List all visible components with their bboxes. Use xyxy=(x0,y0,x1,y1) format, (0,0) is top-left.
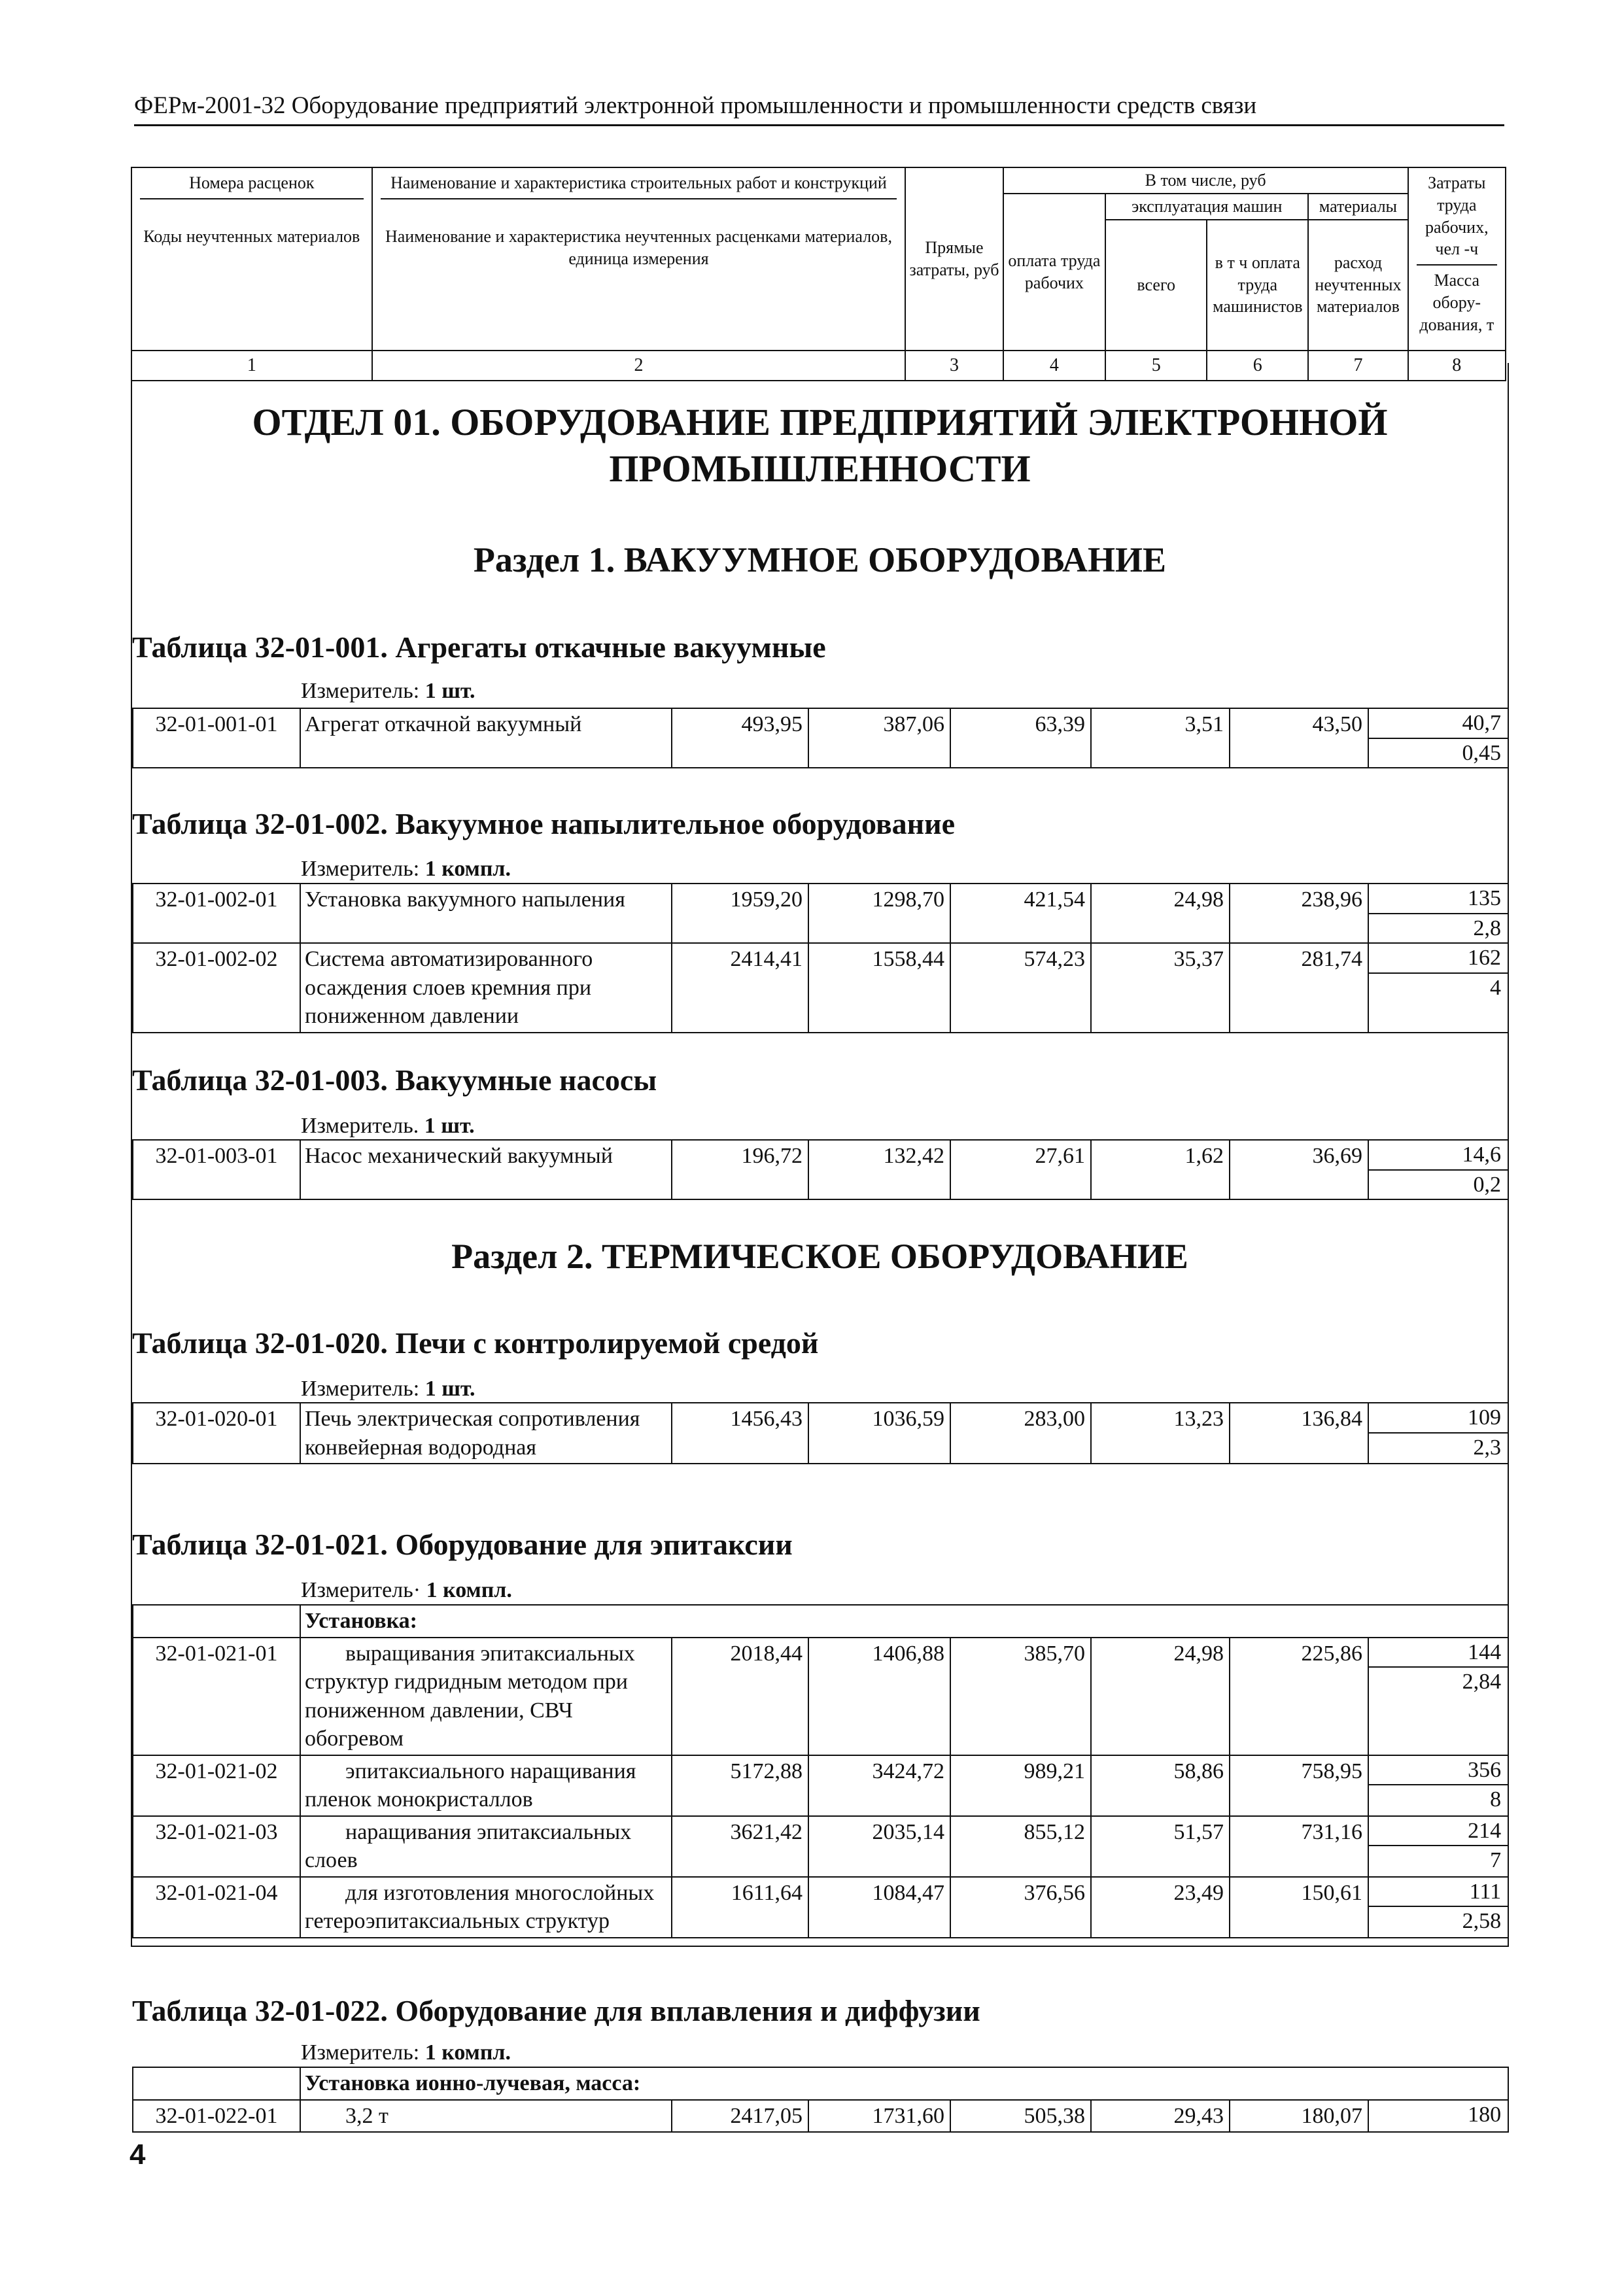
table-row: 32-01-021-02 эпитаксиального наращивания пленок монокристаллов 5172,88 3424,72 989,21 58,86 758,95 356 8 xyxy=(133,1755,1508,1816)
col-number: 6 xyxy=(1207,351,1308,381)
document-body xyxy=(131,363,1509,2128)
header-col2: Наименование и характеристика строительных работ и конструкций Наименование и характеристика неучтенных расценками материалов, единица измерения xyxy=(372,167,906,351)
rates-table xyxy=(132,1604,1509,1938)
col-number: 1 xyxy=(131,351,372,381)
running-head-rule xyxy=(134,124,1504,126)
header-col8: Затраты труда рабочих, чел -ч Масса обору-дования, т xyxy=(1408,167,1506,351)
table-subheader-row: Установка: xyxy=(133,1605,1508,1638)
rates-table xyxy=(132,1402,1509,1464)
col-number: 7 xyxy=(1308,351,1408,381)
rates-table xyxy=(132,883,1509,1033)
header-machines: эксплуатация машин xyxy=(1105,194,1308,220)
table-row: 32-01-020-01 Печь электрическая сопротивления конвейерная водородная 1456,43 1036,59 283,00 13,23 136,84 109 2,3 xyxy=(133,1403,1508,1464)
rates-table xyxy=(132,708,1509,768)
measure-unit: Измеритель. 1 шт. xyxy=(301,1114,475,1138)
col-number: 4 xyxy=(1003,351,1106,381)
page-number: 4 xyxy=(130,2139,146,2171)
header-col6: в т ч оплата труда машинистов xyxy=(1207,220,1308,351)
measure-unit: Измеритель: 1 шт. xyxy=(301,679,475,703)
table-title: Таблица 32-01-022. Оборудование для вплавления и диффузии xyxy=(132,1994,980,2027)
col-number: 5 xyxy=(1105,351,1207,381)
table-row: 32-01-002-02 Система автоматизированного осаждения слоев кремния при пониженном давлении 2414,41 1558,44 574,23 35,37 281,74 162 4 xyxy=(133,943,1508,1033)
measure-unit: Измеритель: 1 компл. xyxy=(301,857,511,881)
table-title: Таблица 32-01-020. Печи с контролируемой средой xyxy=(132,1326,819,1360)
table-row: 32-01-021-01 выращивания эпитаксиальных структур гидридным методом при пониженном давлении, СВЧ обогревом 2018,44 1406,88 385,70 24,98 225,86 144 2,84 xyxy=(133,1638,1508,1755)
col-number: 2 xyxy=(372,351,906,381)
table-subheader-row: Установка ионно-лучевая, масса: xyxy=(133,2067,1508,2100)
table-title: Таблица 32-01-003. Вакуумные насосы xyxy=(132,1063,657,1097)
table-row: 32-01-003-01 Насос механический вакуумный 196,72 132,42 27,61 1,62 36,69 14,6 0,2 xyxy=(133,1140,1508,1199)
table-title: Таблица 32-01-001. Агрегаты откачные вакуумные xyxy=(132,630,826,664)
table-row: 32-01-022-01 3,2 т 2417,05 1731,60 505,38 29,43 180,07 180 xyxy=(133,2100,1508,2133)
table-title: Таблица 32-01-021. Оборудование для эпитаксии xyxy=(132,1528,793,1561)
header-col3: Прямые затраты, руб xyxy=(905,167,1003,351)
table-row: 32-01-021-03 наращивания эпитаксиальных слоев 3621,42 2035,14 855,12 51,57 731,16 214 7 xyxy=(133,1816,1508,1877)
header-col5: всего xyxy=(1105,220,1207,351)
measure-unit: Измеритель: 1 компл. xyxy=(301,2040,511,2065)
table-row: 32-01-001-01 Агрегат откачной вакуумный 493,95 387,06 63,39 3,51 43,50 40,7 0,45 xyxy=(133,708,1508,768)
header-materials: материалы xyxy=(1308,194,1408,220)
col-number: 3 xyxy=(905,351,1003,381)
header-col7: расход неучтенных материалов xyxy=(1308,220,1408,351)
measure-unit: Измеритель: 1 шт. xyxy=(301,1377,475,1401)
header-in-that-number: В том числе, руб xyxy=(1003,167,1408,194)
header-col1: Номера расценок Коды неучтенных материалов xyxy=(131,167,372,351)
header-col4: оплата труда рабочих xyxy=(1003,194,1106,351)
section-title: Раздел 2. ТЕРМИЧЕСКОЕ ОБОРУДОВАНИЕ xyxy=(451,1237,1188,1276)
otdel-title: ОТДЕЛ 01. ОБОРУДОВАНИЕ ПРЕДПРИЯТИЙ ЭЛЕКТРОННОЙ ПРОМЫШЛЕННОСТИ xyxy=(252,401,1388,490)
running-head: ФЕРм-2001-32 Оборудование предприятий электронной промышленности и промышленности средств связи xyxy=(134,92,1257,119)
measure-unit: Измеритель· 1 компл. xyxy=(301,1578,512,1602)
table-title: Таблица 32-01-002. Вакуумное напылительное оборудование xyxy=(132,807,956,840)
rates-table xyxy=(132,1139,1509,1200)
table-row: 32-01-021-04 для изготовления многослойных гетероэпитаксиальных структур 1611,64 1084,47 376,56 23,49 150,61 111 2,58 xyxy=(133,1877,1508,1938)
col-number: 8 xyxy=(1408,351,1506,381)
section-title: Раздел 1. ВАКУУМНОЕ ОБОРУДОВАНИЕ xyxy=(473,540,1167,579)
column-header-table xyxy=(131,167,1506,381)
table-row: 32-01-002-01 Установка вакуумного напыления 1959,20 1298,70 421,54 24,98 238,96 135 2,8 xyxy=(133,884,1508,943)
rates-table xyxy=(132,2067,1509,2133)
